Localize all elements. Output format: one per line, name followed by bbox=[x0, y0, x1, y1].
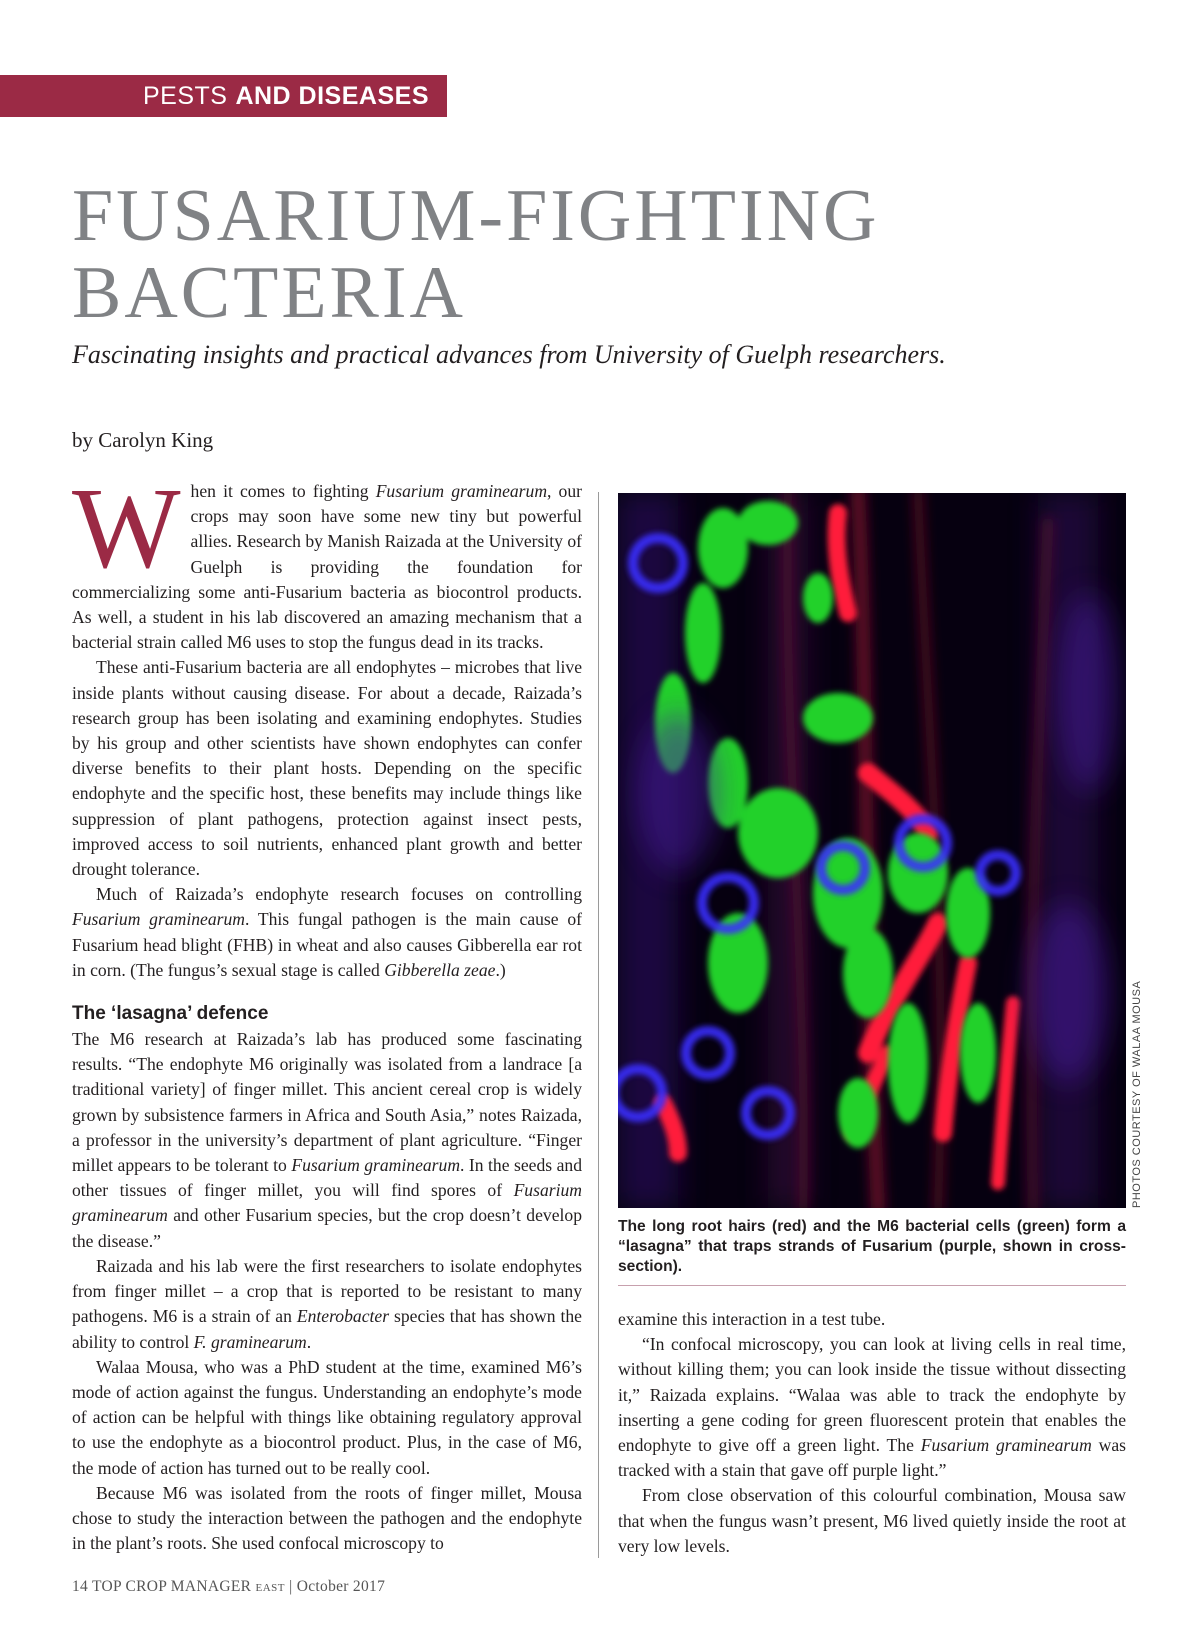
page-footer bbox=[72, 1578, 385, 1596]
magazine-edition: EAST bbox=[255, 1582, 285, 1594]
p4-text-c: and other Fusarium species, but the crop doesn’t develop the disease.” bbox=[72, 1205, 582, 1251]
p4-italic-2: Fusarium graminearum bbox=[72, 1180, 582, 1226]
p3-italic-2: Gibberella zeae bbox=[384, 959, 496, 980]
p1-text-b: , our crops may soon have some new tiny but powerful allies. Research by Manish Raizada at the University of Guelph is providing the foundation for commercializing some anti-Fusarium bacteria as biocontrol products. As well, a student in his lab discovered an amazing mechanism that a bacterial strain called M6 uses to stop the fungus dead in its tracks. bbox=[72, 481, 583, 653]
article-headline bbox=[72, 175, 880, 334]
section-label-light: PESTS bbox=[142, 81, 228, 110]
right-paragraph-3: From close observation of this colourful combination, Mousa saw that when the fungus wasn’t present, M6 lived quietly inside the root at very low levels. bbox=[618, 1485, 1126, 1556]
p1-text-a: hen it comes to fighting bbox=[190, 481, 376, 501]
paragraph-2: These anti-Fusarium bacteria are all endophytes – microbes that live inside plants without causing disease. For about a decade, Raizada’s research group has been isolating and examining endophytes. Studies by his group and other scientists have shown endophytes can confer diverse benefits to their plant hosts. Depending on the specific endophyte and the specific host, these benefits may include things like suppression of plant pathogens, protection against insect pests, improved access to soil nutrients, enhanced plant growth and better drought tolerance. bbox=[72, 657, 582, 880]
paragraph-4 bbox=[72, 1027, 582, 1254]
paragraph-6: Walaa Mousa, who was a PhD student at the time, examined M6’s mode of action against the fungus. Understanding an endophyte’s mode of action can be helpful with things like obtaining regulatory approval to use the endophyte as a biocontrol product. Plus, in the case of M6, the mode of action has turned out to be really cool. bbox=[72, 1356, 582, 1478]
section-banner bbox=[0, 75, 447, 117]
article-deck: Fascinating insights and practical advances from University of Guelph researchers. bbox=[72, 340, 946, 369]
p4-text-a: The M6 research at Raizada’s lab has produced some fascinating results. “The endophyte M6 originally was isolated from a landrace [a traditional variety] of finger millet. This ancient cereal crop is widely grown by subsistence farmers in Africa and South Asia,” notes Raizada, a professor in the university’s department of plant agriculture. “Finger millet appears to be tolerant to bbox=[72, 1029, 582, 1176]
rp2-italic-1: Fusarium graminearum bbox=[920, 1435, 1092, 1456]
p5-italic-1: Enterobacter bbox=[296, 1306, 390, 1327]
headline-line-2: BACTERIA bbox=[72, 252, 466, 334]
p3-text-b: . This fungal pathogen is the main cause of Fusarium head blight (FHB) in wheat and also causes Gibberella ear rot in corn. (The fungus’s sexual stage is called bbox=[72, 909, 582, 980]
p3-italic-1: Fusarium graminearum bbox=[72, 909, 245, 930]
p4-text-b: . In the seeds and other tissues of finger millet, you will find spores of bbox=[72, 1155, 582, 1201]
right-paragraph-2 bbox=[618, 1332, 1126, 1483]
p5-text-b: species that has shown the ability to control bbox=[72, 1306, 582, 1352]
rp2-text-b: was tracked with a stain that gave off purple light.” bbox=[618, 1435, 1126, 1481]
drop-cap: W bbox=[72, 465, 181, 592]
subhead-lasagna: The ‘lasagna’ defence bbox=[72, 1003, 269, 1025]
byline: by Carolyn King bbox=[72, 428, 214, 452]
headline-line-1: FUSARIUM-FIGHTING bbox=[72, 175, 880, 257]
photo-credit: PHOTOS COURTESY OF WALAA MOUSA bbox=[1131, 980, 1143, 1208]
left-column bbox=[72, 465, 583, 1556]
p5-italic-2: F. graminearum bbox=[193, 1331, 307, 1352]
section-label-bold: AND DISEASES bbox=[235, 81, 429, 110]
paragraph-1 bbox=[72, 465, 583, 655]
photo-caption: The long root hairs (red) and the M6 bacterial cells (green) form a “lasagna” that traps strands of Fusarium (purple, shown in cross-section). bbox=[618, 1217, 1126, 1286]
p3-text-a: Much of Raizada’s endophyte research focuses on controlling bbox=[96, 884, 582, 905]
p5-text-c: . bbox=[306, 1331, 312, 1352]
p3-text-c: .) bbox=[495, 959, 506, 980]
paragraph-5 bbox=[72, 1254, 582, 1355]
rp2-text-a: “In confocal microscopy, you can look at living cells in real time, without killing them; you can look inside the tissue without dissecting it,” Raizada explains. “Walaa was able to track the endophyte by inserting a gene coding for green fluorescent protein that enables the endophyte to give off a green light. The bbox=[618, 1334, 1126, 1456]
paragraph-3 bbox=[72, 882, 582, 983]
microscopy-photo bbox=[618, 493, 1126, 1208]
issue-date: | October 2017 bbox=[289, 1578, 386, 1595]
microscopy-image bbox=[618, 493, 1126, 1208]
p1-italic-1: Fusarium graminearum bbox=[375, 481, 548, 501]
page-number: 14 bbox=[72, 1578, 89, 1595]
right-paragraph-1: examine this interaction in a test tube. bbox=[618, 1309, 886, 1329]
column-divider bbox=[598, 492, 599, 1558]
right-column bbox=[618, 1307, 1126, 1559]
paragraph-7: Because M6 was isolated from the roots of finger millet, Mousa chose to study the interaction between the pathogen and the endophyte in the plant’s roots. She used confocal microscopy to bbox=[72, 1482, 582, 1554]
p5-text-a: Raizada and his lab were the first researchers to isolate endophytes from finger millet – a crop that is reported to be resistant to many pathogens. M6 is a strain of an bbox=[72, 1255, 582, 1327]
p4-italic-1: Fusarium graminearum bbox=[291, 1155, 461, 1176]
magazine-name: TOP CROP MANAGER bbox=[92, 1578, 252, 1595]
